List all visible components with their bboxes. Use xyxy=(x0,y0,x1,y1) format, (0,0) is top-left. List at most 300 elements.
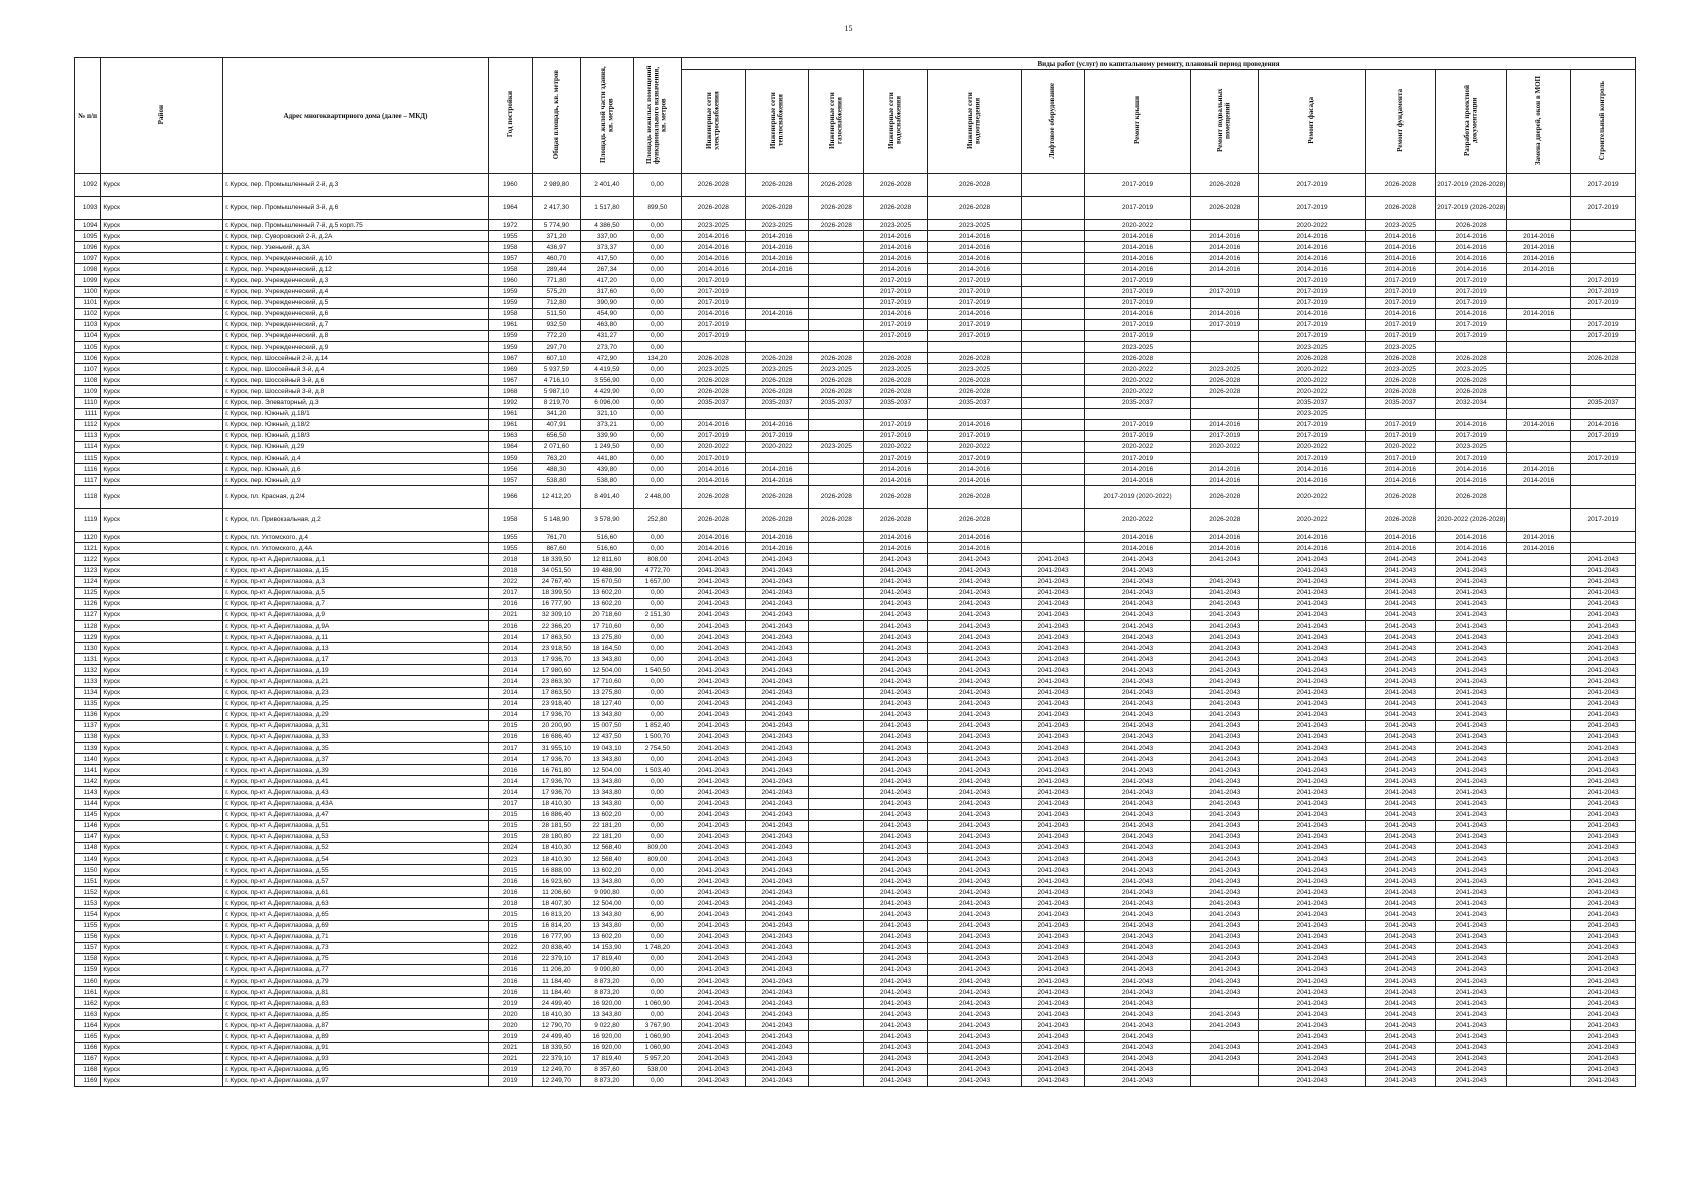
cell-heating xyxy=(745,319,809,330)
cell-year: 2019 xyxy=(488,1031,532,1042)
cell-num: 1167 xyxy=(75,1053,101,1064)
cell-heating: 2041-2043 xyxy=(745,842,809,853)
cell-elevator: 2041-2043 xyxy=(1022,698,1085,709)
cell-address: г. Курск, пр-кт А.Дериглазова, д.54 xyxy=(223,853,489,864)
cell-year: 2021 xyxy=(488,1053,532,1064)
cell-heating: 2041-2043 xyxy=(745,1009,809,1020)
cell-year: 1964 xyxy=(488,441,532,452)
cell-address: г. Курск, пер. Суворовский 2-й, д.2А xyxy=(223,231,489,242)
cell-area-total: 16 886,40 xyxy=(532,809,580,820)
cell-year: 2016 xyxy=(488,976,532,987)
cell-foundation: 2023-2025 xyxy=(1365,342,1435,353)
cell-sewer: 2041-2043 xyxy=(927,809,1021,820)
cell-basement: 2041-2043 xyxy=(1191,720,1259,731)
cell-raion: Курск xyxy=(101,654,223,665)
cell-roof: 2041-2043 xyxy=(1084,754,1190,765)
cell-area-total: 18 339,50 xyxy=(532,554,580,565)
cell-area-nonres: 0,00 xyxy=(633,464,681,475)
cell-sewer: 2041-2043 xyxy=(927,898,1021,909)
cell-year: 2014 xyxy=(488,676,532,687)
cell-area-nonres: 0,00 xyxy=(633,964,681,975)
cell-heating: 2041-2043 xyxy=(745,665,809,676)
cell-doors xyxy=(1507,1064,1571,1075)
cell-sewer: 2041-2043 xyxy=(927,964,1021,975)
cell-num: 1115 xyxy=(75,452,101,463)
cell-control: 2041-2043 xyxy=(1571,632,1636,643)
cell-water: 2041-2043 xyxy=(864,765,928,776)
cell-facade: 2041-2043 xyxy=(1259,554,1365,565)
cell-gas xyxy=(809,809,864,820)
cell-electric: 2035-2037 xyxy=(682,397,746,408)
cell-control xyxy=(1571,408,1636,419)
cell-address: г. Курск, пл. Привокзальная, д.2 xyxy=(223,509,489,532)
cell-elevator xyxy=(1022,342,1085,353)
cell-year: 2016 xyxy=(488,887,532,898)
table-row xyxy=(75,353,1636,364)
cell-area-nonres: 4 772,70 xyxy=(633,565,681,576)
cell-area-nonres: 0,00 xyxy=(633,643,681,654)
cell-water: 2041-2043 xyxy=(864,576,928,587)
cell-area-living: 4 429,90 xyxy=(581,386,634,397)
cell-foundation: 2014-2016 xyxy=(1365,308,1435,319)
cell-area-total: 5 987,10 xyxy=(532,386,580,397)
cell-num: 1095 xyxy=(75,231,101,242)
cell-elevator: 2041-2043 xyxy=(1022,731,1085,742)
cell-foundation: 2041-2043 xyxy=(1365,554,1435,565)
cell-area-total: 771,80 xyxy=(532,275,580,286)
cell-num: 1146 xyxy=(75,820,101,831)
cell-elevator: 2041-2043 xyxy=(1022,720,1085,731)
cell-sewer: 2041-2043 xyxy=(927,687,1021,698)
cell-doors xyxy=(1507,587,1571,598)
cell-water: 2041-2043 xyxy=(864,842,928,853)
cell-roof: 2041-2043 xyxy=(1084,876,1190,887)
col-group-works: Виды работ (услуг) по капитальному ремонту, плановый период проведения xyxy=(682,58,1636,70)
cell-num: 1112 xyxy=(75,419,101,430)
cell-num: 1144 xyxy=(75,798,101,809)
cell-doors xyxy=(1507,654,1571,665)
cell-raion: Курск xyxy=(101,408,223,419)
cell-roof: 2041-2043 xyxy=(1084,632,1190,643)
cell-gas: 2035-2037 xyxy=(809,397,864,408)
cell-area-nonres: 0,00 xyxy=(633,809,681,820)
cell-area-nonres: 1 540,50 xyxy=(633,665,681,676)
cell-design: 2017-2019 xyxy=(1436,452,1507,463)
cell-electric: 2041-2043 xyxy=(682,887,746,898)
cell-raion: Курск xyxy=(101,308,223,319)
cell-facade: 2041-2043 xyxy=(1259,998,1365,1009)
cell-area-living: 18 127,40 xyxy=(581,698,634,709)
cell-control: 2041-2043 xyxy=(1571,665,1636,676)
cell-water: 2041-2043 xyxy=(864,876,928,887)
table-row xyxy=(75,621,1636,632)
cell-heating: 2041-2043 xyxy=(745,820,809,831)
cell-raion: Курск xyxy=(101,798,223,809)
cell-area-nonres: 0,00 xyxy=(633,776,681,787)
cell-address: г. Курск, пр-кт А.Дериглазова, д.1 xyxy=(223,554,489,565)
cell-doors xyxy=(1507,174,1571,197)
cell-facade: 2035-2037 xyxy=(1259,397,1365,408)
cell-doors xyxy=(1507,820,1571,831)
cell-sewer: 2041-2043 xyxy=(927,754,1021,765)
cell-area-nonres: 538,00 xyxy=(633,1064,681,1075)
cell-address: г. Курск, пер. Учрежденческий, д.10 xyxy=(223,253,489,264)
cell-heating: 2041-2043 xyxy=(745,1042,809,1053)
cell-num: 1125 xyxy=(75,587,101,598)
cell-address: г. Курск, пр-кт А.Дериглазова, д.83 xyxy=(223,998,489,1009)
cell-control: 2041-2043 xyxy=(1571,865,1636,876)
cell-year: 2018 xyxy=(488,898,532,909)
cell-elevator xyxy=(1022,308,1085,319)
cell-foundation: 2041-2043 xyxy=(1365,654,1435,665)
cell-num: 1141 xyxy=(75,765,101,776)
cell-area-total: 22 379,10 xyxy=(532,1053,580,1064)
cell-elevator: 2041-2043 xyxy=(1022,820,1085,831)
cell-facade: 2041-2043 xyxy=(1259,842,1365,853)
table-header xyxy=(75,58,1636,174)
cell-gas xyxy=(809,532,864,543)
cell-water: 2017-2019 xyxy=(864,286,928,297)
cell-area-total: 575,20 xyxy=(532,286,580,297)
cell-area-living: 14 153,90 xyxy=(581,942,634,953)
cell-address: г. Курск, пр-кт А.Дериглазова, д.55 xyxy=(223,865,489,876)
cell-year: 2014 xyxy=(488,665,532,676)
col-header-control: Строительный контроль xyxy=(1571,70,1636,174)
table-row xyxy=(75,464,1636,475)
cell-area-living: 8 491,40 xyxy=(581,486,634,509)
cell-raion: Курск xyxy=(101,486,223,509)
cell-num: 1166 xyxy=(75,1042,101,1053)
cell-heating: 2041-2043 xyxy=(745,920,809,931)
cell-electric: 2014-2016 xyxy=(682,242,746,253)
table-row xyxy=(75,1053,1636,1064)
cell-electric: 2041-2043 xyxy=(682,987,746,998)
cell-area-living: 9 022,80 xyxy=(581,1020,634,1031)
cell-gas xyxy=(809,976,864,987)
cell-sewer: 2041-2043 xyxy=(927,1031,1021,1042)
cell-address: г. Курск, пер. Южный, д.29 xyxy=(223,441,489,452)
cell-elevator: 2041-2043 xyxy=(1022,1020,1085,1031)
cell-basement: 2041-2043 xyxy=(1191,798,1259,809)
cell-foundation: 2026-2028 xyxy=(1365,197,1435,220)
cell-electric: 2023-2025 xyxy=(682,220,746,231)
cell-area-nonres: 1 060,90 xyxy=(633,1031,681,1042)
cell-area-total: 538,80 xyxy=(532,475,580,486)
cell-elevator: 2041-2043 xyxy=(1022,987,1085,998)
cell-area-total: 2 071,60 xyxy=(532,441,580,452)
cell-area-total: 12 249,70 xyxy=(532,1064,580,1075)
cell-area-living: 13 343,80 xyxy=(581,709,634,720)
cell-gas xyxy=(809,987,864,998)
cell-roof: 2020-2022 xyxy=(1084,509,1190,532)
cell-area-total: 18 339,50 xyxy=(532,1042,580,1053)
cell-basement: 2041-2043 xyxy=(1191,842,1259,853)
cell-doors xyxy=(1507,942,1571,953)
cell-area-living: 13 602,20 xyxy=(581,809,634,820)
cell-doors xyxy=(1507,408,1571,419)
cell-gas xyxy=(809,342,864,353)
cell-basement: 2014-2016 xyxy=(1191,543,1259,554)
cell-area-nonres: 0,00 xyxy=(633,1009,681,1020)
table-row xyxy=(75,408,1636,419)
cell-doors xyxy=(1507,676,1571,687)
cell-address: г. Курск, пер. Учрежденческий, д.4 xyxy=(223,286,489,297)
cell-address: г. Курск, пр-кт А.Дериглазова, д.73 xyxy=(223,942,489,953)
cell-year: 1960 xyxy=(488,174,532,197)
cell-sewer: 2041-2043 xyxy=(927,798,1021,809)
cell-heating: 2041-2043 xyxy=(745,565,809,576)
cell-facade: 2041-2043 xyxy=(1259,964,1365,975)
cell-design: 2020-2022 (2026-2028) xyxy=(1436,509,1507,532)
cell-heating: 2017-2019 xyxy=(745,430,809,441)
cell-address: г. Курск, пер. Шоссейный 3-й, д.6 xyxy=(223,375,489,386)
cell-elevator xyxy=(1022,397,1085,408)
cell-water xyxy=(864,342,928,353)
cell-elevator xyxy=(1022,532,1085,543)
cell-sewer: 2017-2019 xyxy=(927,286,1021,297)
cell-num: 1106 xyxy=(75,353,101,364)
cell-doors: 2014-2016 xyxy=(1507,253,1571,264)
cell-raion: Курск xyxy=(101,676,223,687)
cell-raion: Курск xyxy=(101,987,223,998)
table-row xyxy=(75,976,1636,987)
cell-design: 2014-2016 xyxy=(1436,242,1507,253)
cell-area-nonres: 0,00 xyxy=(633,386,681,397)
cell-doors: 2014-2016 xyxy=(1507,475,1571,486)
cell-roof: 2041-2043 xyxy=(1084,1053,1190,1064)
cell-water: 2014-2016 xyxy=(864,264,928,275)
cell-raion: Курск xyxy=(101,998,223,1009)
cell-elevator: 2041-2043 xyxy=(1022,709,1085,720)
cell-address: г. Курск, пер. Шоссейный 2-й, д.14 xyxy=(223,353,489,364)
cell-num: 1093 xyxy=(75,197,101,220)
cell-gas: 2023-2025 xyxy=(809,364,864,375)
cell-raion: Курск xyxy=(101,920,223,931)
cell-year: 2021 xyxy=(488,609,532,620)
cell-design: 2041-2043 xyxy=(1436,554,1507,565)
cell-num: 1163 xyxy=(75,1009,101,1020)
cell-roof: 2041-2043 xyxy=(1084,931,1190,942)
cell-address: г. Курск, пер. Учрежденческий, д.8 xyxy=(223,330,489,341)
cell-raion: Курск xyxy=(101,1009,223,1020)
cell-heating: 2026-2028 xyxy=(745,386,809,397)
cell-electric: 2017-2019 xyxy=(682,452,746,463)
cell-sewer: 2041-2043 xyxy=(927,1053,1021,1064)
cell-address: г. Курск, пр-кт А.Дериглазова, д.11 xyxy=(223,632,489,643)
cell-electric: 2026-2028 xyxy=(682,353,746,364)
cell-doors xyxy=(1507,220,1571,231)
cell-design: 2026-2028 xyxy=(1436,375,1507,386)
cell-foundation: 2041-2043 xyxy=(1365,976,1435,987)
cell-num: 1116 xyxy=(75,464,101,475)
cell-design: 2041-2043 xyxy=(1436,598,1507,609)
cell-address: г. Курск, пр-кт А.Дериглазова, д.91 xyxy=(223,1042,489,1053)
cell-raion: Курск xyxy=(101,220,223,231)
cell-area-living: 17 819,40 xyxy=(581,953,634,964)
cell-water: 2017-2019 xyxy=(864,297,928,308)
cell-area-total: 712,80 xyxy=(532,297,580,308)
cell-num: 1128 xyxy=(75,621,101,632)
cell-elevator: 2041-2043 xyxy=(1022,809,1085,820)
cell-raion: Курск xyxy=(101,275,223,286)
cell-doors xyxy=(1507,698,1571,709)
cell-num: 1102 xyxy=(75,308,101,319)
cell-area-total: 16 686,40 xyxy=(532,731,580,742)
cell-electric: 2041-2043 xyxy=(682,632,746,643)
cell-control: 2041-2043 xyxy=(1571,820,1636,831)
cell-area-nonres: 2 151,30 xyxy=(633,609,681,620)
cell-heating: 2041-2043 xyxy=(745,865,809,876)
cell-electric: 2041-2043 xyxy=(682,554,746,565)
cell-area-total: 20 200,90 xyxy=(532,720,580,731)
cell-design: 2017-2019 xyxy=(1436,286,1507,297)
cell-roof: 2026-2028 xyxy=(1084,353,1190,364)
cell-facade: 2017-2019 xyxy=(1259,452,1365,463)
cell-foundation: 2041-2043 xyxy=(1365,565,1435,576)
cell-address: г. Курск, пр-кт А.Дериглазова, д.21 xyxy=(223,676,489,687)
cell-control: 2041-2043 xyxy=(1571,687,1636,698)
cell-gas xyxy=(809,275,864,286)
cell-design: 2014-2016 xyxy=(1436,464,1507,475)
cell-num: 1160 xyxy=(75,976,101,987)
cell-design: 2041-2043 xyxy=(1436,565,1507,576)
cell-year: 1959 xyxy=(488,286,532,297)
cell-facade: 2014-2016 xyxy=(1259,475,1365,486)
cell-gas xyxy=(809,842,864,853)
cell-address: г. Курск, пр-кт А.Дериглазова, д.3 xyxy=(223,576,489,587)
cell-foundation: 2041-2043 xyxy=(1365,765,1435,776)
cell-raion: Курск xyxy=(101,319,223,330)
cell-area-living: 538,80 xyxy=(581,475,634,486)
cell-elevator: 2041-2043 xyxy=(1022,576,1085,587)
cell-area-nonres: 0,00 xyxy=(633,375,681,386)
cell-sewer: 2017-2019 xyxy=(927,330,1021,341)
cell-elevator: 2041-2043 xyxy=(1022,842,1085,853)
cell-design xyxy=(1436,408,1507,419)
cell-design: 2041-2043 xyxy=(1436,1020,1507,1031)
cell-area-living: 22 181,20 xyxy=(581,831,634,842)
cell-control: 2041-2043 xyxy=(1571,598,1636,609)
cell-design: 2041-2043 xyxy=(1436,698,1507,709)
cell-facade: 2014-2016 xyxy=(1259,464,1365,475)
cell-water: 2026-2028 xyxy=(864,375,928,386)
cell-area-living: 439,80 xyxy=(581,464,634,475)
cell-roof: 2041-2043 xyxy=(1084,787,1190,798)
cell-address: г. Курск, пер. Южный, д.9 xyxy=(223,475,489,486)
cell-heating: 2041-2043 xyxy=(745,942,809,953)
cell-area-nonres: 1 060,90 xyxy=(633,1042,681,1053)
cell-heating: 2026-2028 xyxy=(745,509,809,532)
cell-sewer: 2035-2037 xyxy=(927,397,1021,408)
cell-area-nonres: 0,00 xyxy=(633,543,681,554)
cell-doors xyxy=(1507,709,1571,720)
cell-area-living: 454,90 xyxy=(581,308,634,319)
cell-area-nonres: 2 754,50 xyxy=(633,743,681,754)
cell-area-living: 13 343,80 xyxy=(581,776,634,787)
cell-sewer: 2017-2019 xyxy=(927,430,1021,441)
cell-heating: 2041-2043 xyxy=(745,964,809,975)
cell-foundation: 2014-2016 xyxy=(1365,543,1435,554)
cell-area-living: 4 419,59 xyxy=(581,364,634,375)
cell-area-total: 763,20 xyxy=(532,452,580,463)
cell-gas xyxy=(809,430,864,441)
cell-doors xyxy=(1507,754,1571,765)
cell-area-total: 16 923,60 xyxy=(532,876,580,887)
cell-gas xyxy=(809,1064,864,1075)
cell-foundation: 2041-2043 xyxy=(1365,887,1435,898)
cell-foundation: 2041-2043 xyxy=(1365,1053,1435,1064)
cell-water: 2026-2028 xyxy=(864,486,928,509)
cell-heating: 2026-2028 xyxy=(745,486,809,509)
cell-year: 2014 xyxy=(488,643,532,654)
cell-elevator: 2041-2043 xyxy=(1022,798,1085,809)
cell-raion: Курск xyxy=(101,853,223,864)
cell-electric: 2026-2028 xyxy=(682,375,746,386)
cell-doors xyxy=(1507,286,1571,297)
cell-num: 1098 xyxy=(75,264,101,275)
cell-year: 1959 xyxy=(488,330,532,341)
cell-elevator xyxy=(1022,441,1085,452)
cell-water: 2041-2043 xyxy=(864,798,928,809)
cell-foundation: 2041-2043 xyxy=(1365,643,1435,654)
cell-elevator xyxy=(1022,242,1085,253)
cell-design: 2026-2028 xyxy=(1436,486,1507,509)
cell-area-total: 28 181,50 xyxy=(532,820,580,831)
cell-sewer: 2041-2043 xyxy=(927,643,1021,654)
cell-area-total: 16 777,90 xyxy=(532,598,580,609)
cell-year: 1961 xyxy=(488,319,532,330)
cell-water: 2041-2043 xyxy=(864,1009,928,1020)
cell-area-total: 11 206,60 xyxy=(532,887,580,898)
cell-facade: 2020-2022 xyxy=(1259,220,1365,231)
cell-heating: 2023-2025 xyxy=(745,364,809,375)
cell-sewer xyxy=(927,408,1021,419)
cell-electric: 2014-2016 xyxy=(682,464,746,475)
cell-facade: 2041-2043 xyxy=(1259,698,1365,709)
cell-sewer: 2014-2016 xyxy=(927,543,1021,554)
cell-facade: 2041-2043 xyxy=(1259,1053,1365,1064)
cell-gas xyxy=(809,676,864,687)
cell-gas xyxy=(809,632,864,643)
cell-roof: 2014-2016 xyxy=(1084,242,1190,253)
cell-area-total: 772,20 xyxy=(532,330,580,341)
cell-water: 2041-2043 xyxy=(864,998,928,1009)
cell-sewer: 2026-2028 xyxy=(927,375,1021,386)
cell-water: 2041-2043 xyxy=(864,654,928,665)
cell-area-living: 1 517,80 xyxy=(581,197,634,220)
cell-elevator: 2041-2043 xyxy=(1022,554,1085,565)
cell-design: 2041-2043 xyxy=(1436,998,1507,1009)
cell-num: 1107 xyxy=(75,364,101,375)
cell-gas xyxy=(809,452,864,463)
cell-control: 2041-2043 xyxy=(1571,1042,1636,1053)
cell-raion: Курск xyxy=(101,375,223,386)
cell-roof: 2041-2043 xyxy=(1084,853,1190,864)
cell-num: 1099 xyxy=(75,275,101,286)
cell-basement: 2014-2016 xyxy=(1191,264,1259,275)
cell-gas: 2026-2028 xyxy=(809,486,864,509)
cell-basement: 2041-2043 xyxy=(1191,698,1259,709)
cell-address: г. Курск, пер. Промышленный 7-й, д.5 корп.75 xyxy=(223,220,489,231)
cell-heating: 2026-2028 xyxy=(745,197,809,220)
cell-water: 2014-2016 xyxy=(864,475,928,486)
table-row xyxy=(75,1042,1636,1053)
cell-elevator: 2041-2043 xyxy=(1022,920,1085,931)
col-header-gas: Инженерные сети газоснабжения xyxy=(809,70,864,174)
cell-elevator: 2041-2043 xyxy=(1022,1009,1085,1020)
cell-water: 2014-2016 xyxy=(864,308,928,319)
cell-gas xyxy=(809,898,864,909)
